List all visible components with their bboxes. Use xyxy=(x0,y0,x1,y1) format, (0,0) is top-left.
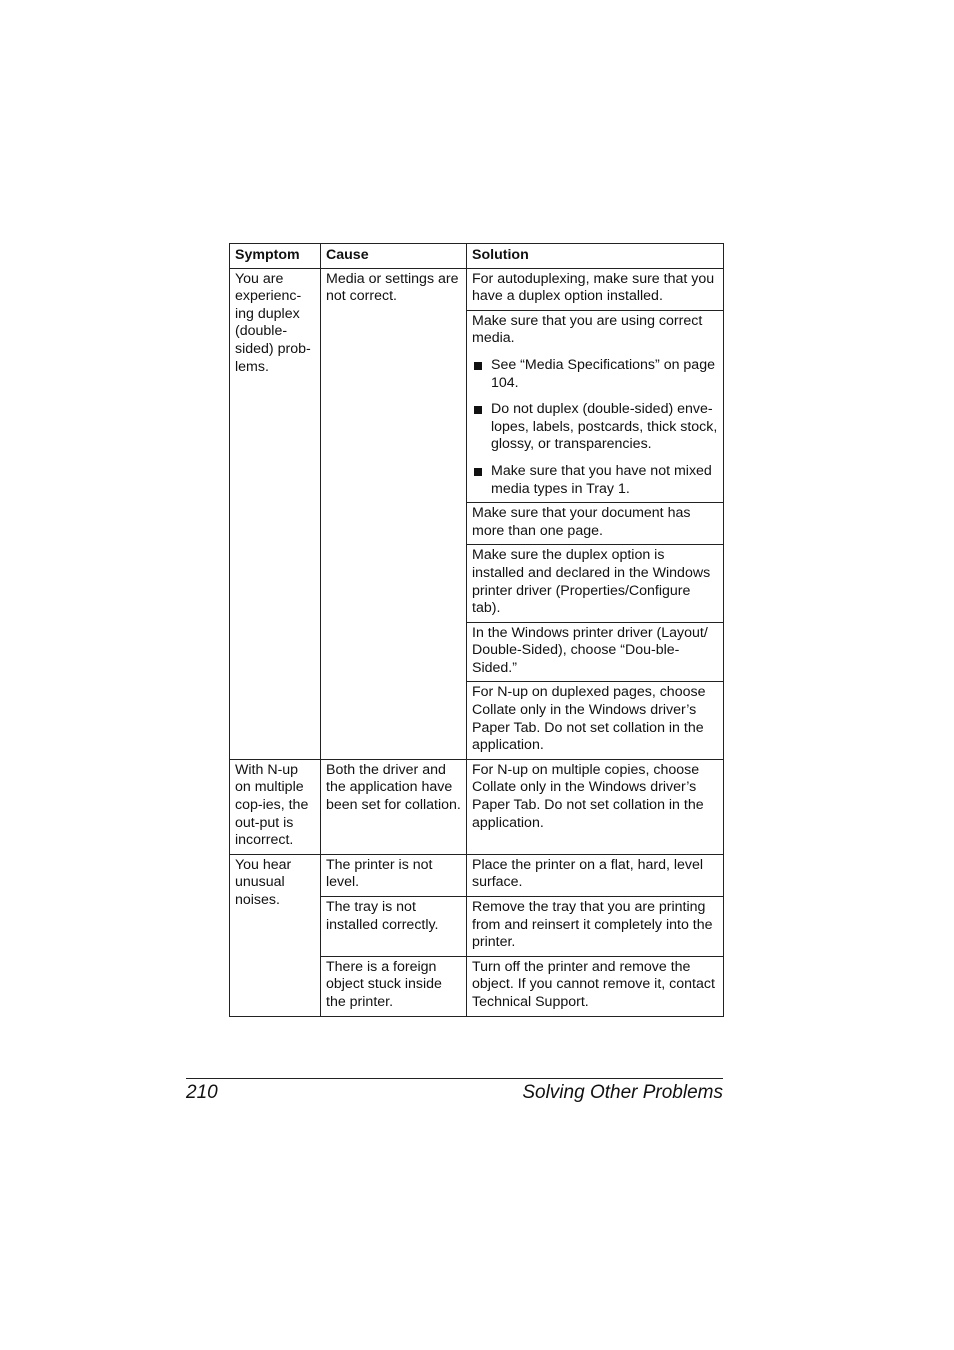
solution-cell: Make sure that your document has more than one page. xyxy=(467,503,724,545)
solution-cell xyxy=(467,310,724,502)
cause-cell: Both the driver and the application have been set for collation. xyxy=(321,759,467,854)
solution-cell: Remove the tray that you are printing from and reinsert it completely into the printer. xyxy=(467,897,724,957)
square-bullet-icon xyxy=(474,406,482,414)
cause-cell: There is a foreign object stuck inside the printer. xyxy=(321,956,467,1016)
bullet-item xyxy=(472,401,719,454)
solution-cell: For autoduplexing, make sure that you have a duplex option installed. xyxy=(467,268,724,310)
bullet-text: Do not duplex (double-sided) enve-lopes, labels, postcards, thick stock, glossy, or transparencies. xyxy=(491,401,718,453)
symptom-cell: With N-up on multiple cop-ies, the out-put is incorrect. xyxy=(230,759,321,854)
solution-cell: For N-up on duplexed pages, choose Collate only in the Windows driver’s Paper Tab. Do not set collation in the application. xyxy=(467,682,724,759)
symptom-cell: You hear unusual noises. xyxy=(230,854,321,1016)
troubleshooting-table xyxy=(229,243,724,1017)
symptom-cell: You are experienc-ing duplex (double-sided) prob-lems. xyxy=(230,268,321,759)
bullet-text: See “Media Specifications” on page 104. xyxy=(491,356,715,391)
cause-cell: The printer is not level. xyxy=(321,854,467,896)
section-title: Solving Other Problems xyxy=(522,1082,723,1103)
header-solution: Solution xyxy=(467,244,724,269)
table-row xyxy=(230,854,724,896)
bullet-text: Make sure that you have not mixed media types in Tray 1. xyxy=(491,462,712,497)
solution-cell: Turn off the printer and remove the object. If you cannot remove it, contact Technical Support. xyxy=(467,956,724,1016)
square-bullet-icon xyxy=(474,362,482,370)
solution-cell: Place the printer on a flat, hard, level surface. xyxy=(467,854,724,896)
cause-cell: Media or settings are not correct. xyxy=(321,268,467,759)
bullet-item xyxy=(472,357,719,392)
table-row xyxy=(230,759,724,854)
header-symptom: Symptom xyxy=(230,244,321,269)
cause-cell: The tray is not installed correctly. xyxy=(321,897,467,957)
table-row xyxy=(230,268,724,310)
solution-cell: For N-up on multiple copies, choose Collate only in the Windows driver’s Paper Tab. Do not set collation in the application. xyxy=(467,759,724,854)
bullet-item xyxy=(472,463,719,498)
solution-cell: In the Windows printer driver (Layout/ Double-Sided), choose “Dou-ble-Sided.” xyxy=(467,622,724,682)
table-header-row xyxy=(230,244,724,269)
page-number: 210 xyxy=(186,1082,218,1103)
square-bullet-icon xyxy=(474,468,482,476)
footer-rule xyxy=(186,1078,723,1079)
header-cause: Cause xyxy=(321,244,467,269)
solution-cell: Make sure the duplex option is installed and declared in the Windows printer driver (Properties/Configure tab). xyxy=(467,545,724,622)
solution-text: Make sure that you are using correct media. xyxy=(472,312,703,347)
